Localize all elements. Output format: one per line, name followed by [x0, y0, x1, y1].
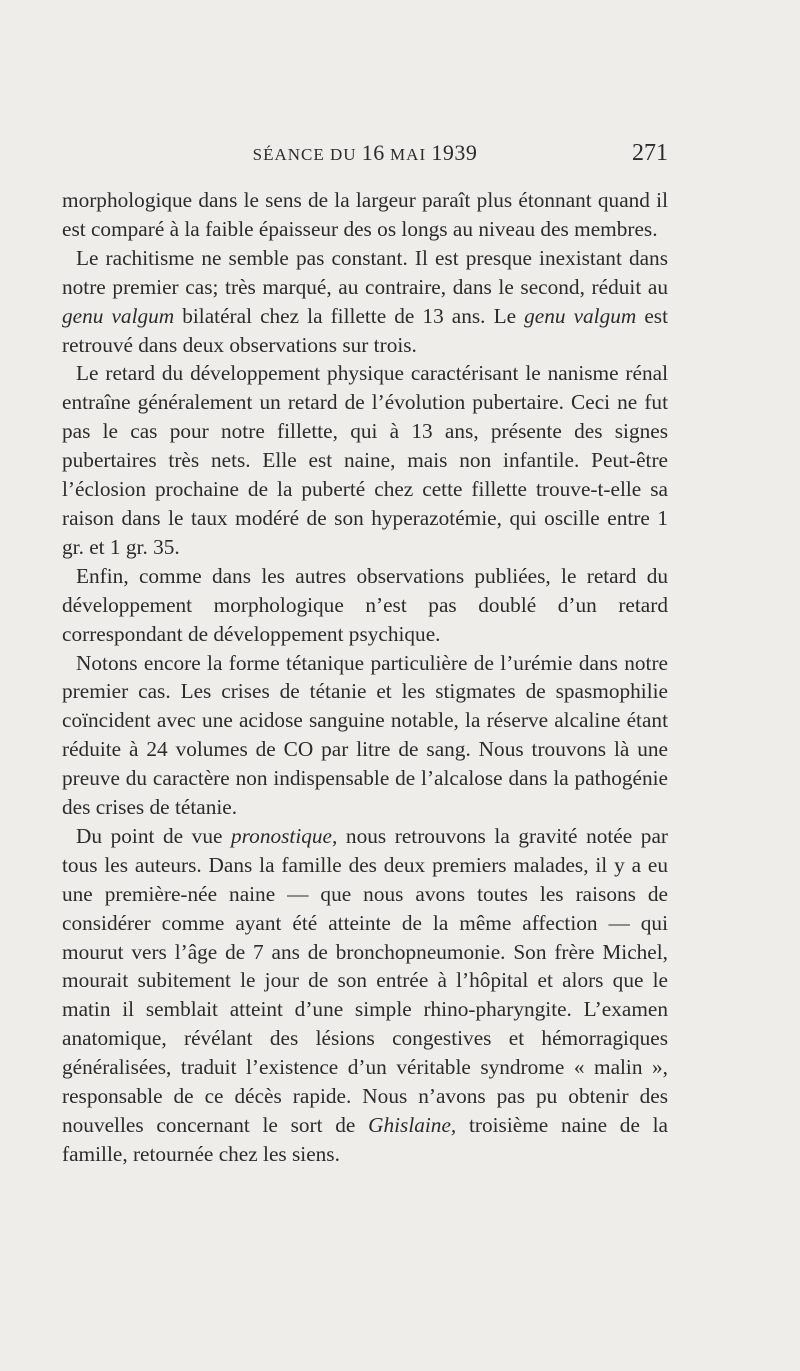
header-day: 16: [361, 140, 385, 165]
running-header: [62, 140, 668, 174]
body-text: [62, 186, 668, 1169]
paragraph-2-italic-b: genu valgum: [524, 303, 637, 328]
paragraph-6-text-a: Du point de vue: [76, 823, 232, 848]
paragraph-2: [62, 244, 668, 360]
paragraph-6-italic-b: Ghislaine,: [368, 1113, 457, 1137]
paragraph-2-text-c: est retrouvé dans deux observations sur trois.: [62, 303, 669, 357]
paragraph-6-text-c: troisième naine de la famille, retournée chez les siens.: [62, 1113, 668, 1166]
paragraph-5: Notons encore la forme tétanique particulière de l’urémie dans notre premier cas. Les crises de tétanie et les stigmates de spasmophilie coïncident avec une acidose sanguine notable, la réserve alcaline étant réduite à 24 volumes de CO par litre de sang. Nous trouvons là une preuve du caractère non indispensable de l’alcalose dans la pathogénie des crises de tétanie.: [62, 650, 668, 820]
header-month: MAI: [384, 145, 432, 164]
paragraph-6-italic-a: pronostique,: [231, 823, 338, 848]
header-title: [62, 140, 668, 166]
paragraph-2-text-a: Le rachitisme ne semble pas constant. Il est presque inexistant dans notre premier cas; très marqué, au contraire, dans le second, réduit au: [62, 245, 668, 299]
paragraph-6-text-b: nous retrouvons la gravité notée par tous les auteurs. Dans la famille des deux premiers malades, il y a eu une première-née naine — que nous avons toutes les raisons de considérer comme ayant été atteinte de la même affection — qui mourut vers l’âge de 7 ans de bronchopneumonie. Son frère Michel, mourait subitement le jour de son entrée à l’hôpital et alors que le matin il semblait atteint d’une simple rhino-pharyngite. L’examen anatomique, révélant des lésions congestives et hémorragiques généralisées, traduit l’existence d’un véritable syndrome « malin », responsable de ce décès rapide. Nous n’avons pas pu obtenir des nouvelles concernant le sort de: [62, 823, 668, 1137]
paragraph-2-text-b: bilatéral chez la fillette de 13 ans. Le: [174, 303, 525, 328]
page-number: 271: [632, 140, 668, 166]
paragraph-2-italic-a: genu valgum: [62, 303, 175, 328]
paragraph-6: [62, 822, 668, 1169]
paragraph-3: Le retard du développement physique caractérisant le nanisme rénal entraîne généralement un retard de l’évolution pubertaire. Ceci ne fut pas le cas pour notre fillette, qui à 13 ans, présente des signes pubertaires très nets. Elle est naine, mais non infantile. Peut-être l’éclosion prochaine de la puberté chez cette fillette trouve-t-elle sa raison dans le taux modéré de son hyperazotémie, qui oscille entre 1 gr. et 1 gr. 35.: [62, 361, 668, 559]
header-prefix: SÉANCE DU: [252, 145, 362, 164]
header-year: 1939: [431, 140, 478, 165]
paragraph-1: morphologique dans le sens de la largeur paraît plus étonnant quand il est comparé à la faible épaisseur des os longs au niveau des membres.: [62, 188, 668, 241]
paragraph-4: Enfin, comme dans les autres observations publiées, le retard du développement morphologique n’est pas doublé d’un retard correspondant de développement psychique.: [62, 563, 668, 646]
